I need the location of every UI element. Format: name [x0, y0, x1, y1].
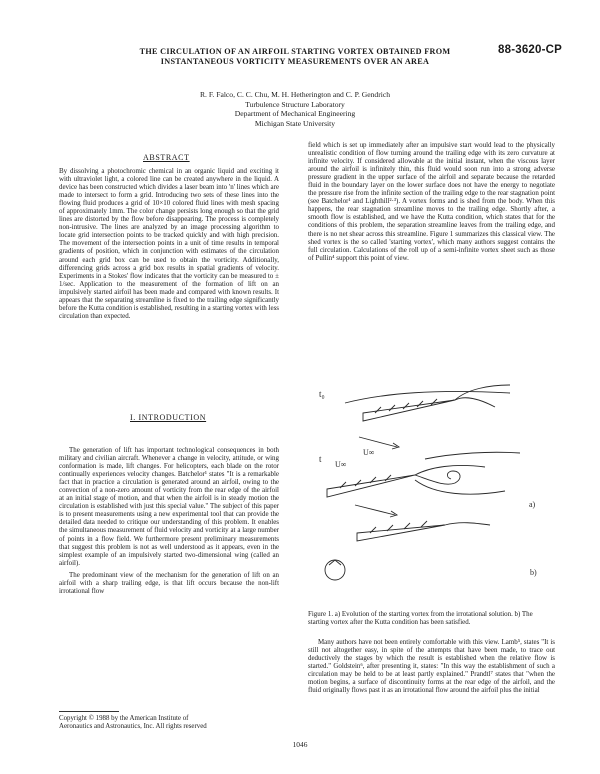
title-line-1: THE CIRCULATION OF AN AIRFOIL STARTING VORTEX OBTAINED FROM: [139, 47, 451, 56]
right-paragraph-1: field which is set up immediately after an impulsive start would lead to the physically unrealistic condition of flow turning around the trailing edge with its zero curvature at infinite velocity. If considered allowable at the initial instant, when the viscous layer around the airfoil is infinitely thin, this fluid would soon run into a strong adverse pressure gradient in the upper surface of the airfoil and separate because the retarded fluid in the boundary layer on the lower surface does not have the energy to negotiate the pressure rise from the infinite section of the trailing edge to the rear stagnation point (see Batchelor¹ and Lighthill²·³). A vortex forms and is shed from the body. When this happens, the rear stagnation streamline moves to the trailing edge. Shortly after, a smooth flow is established, and we have the Kutta condition, which states that for the conditions of this problem, the separation streamline leaves from the trailing edge, and there is no net shear across this streamline. Figure 1 summarizes this classical view. The shed vortex is the so called 'starting vortex', which many authors suggest contains the full circulation. Calculations of the roll up of a semi-infinite vortex sheet such as those of Pullin⁴ support this point of view.: [308, 141, 555, 262]
copyright-line-2: Aeronautics and Astronautics, Inc. All rights reserved: [59, 723, 207, 730]
affiliation-university: Michigan State University: [254, 118, 336, 128]
footnote-rule: [59, 711, 119, 712]
introduction-paragraph-2: The predominant view of the mechanism for the generation of lift on an airfoil with a sharp trailing edge, is that lift occurs because the non-lift irrotational flow: [59, 570, 279, 595]
abstract-body: [59, 167, 279, 320]
airfoil-panel-t: [327, 452, 520, 497]
hatch-mark: [417, 401, 423, 407]
streamline: [415, 465, 485, 475]
hatch-mark: [389, 405, 395, 411]
figure-label-b: b): [530, 568, 537, 577]
paper-id: 88-3620-CP: [498, 44, 563, 56]
right-paragraph-2: Many authors have not been entirely comfortable with this view. Lamb⁵, states "It is still not altogether easy, in spite of the attempts that have been made, to trace out deductively the stages by which the result is established when the relative flow is started." Goldstein⁶, after presenting it, states: "In this way the establishment of such a circulation may be held to be at least partly explained." Prandtl⁷ states that "when the motion begins, a surface of discontinuity forms at the rear edge of the airfoil, and the fluid originally flows past it as an irrotational flow around the airfoil plus the initial: [308, 638, 555, 695]
author-names: R. F. Falco, C. C. Chu, M. H. Hetherington and C. P. Gendrich: [199, 90, 391, 99]
figure-label-t0: t₀: [319, 389, 325, 399]
hatch-mark: [375, 407, 381, 413]
streamline: [345, 391, 510, 403]
affiliation-lab: Turbulence Structure Laboratory: [245, 99, 345, 109]
hatch-mark: [340, 482, 346, 488]
copyright-line-1: Copyright © 1988 by the American Institute of: [59, 715, 189, 722]
streamline: [415, 480, 505, 494]
abstract-text: By dissolving a photochromic chemical in an organic liquid and exciting it with ultraviolet light, a colored line can be created anywhere in the liquid. A device has been constructed which divides a laser beam into 'n' lines which are made to intersect to form a grid. Introducing two sets of these lines into the flowing fluid produces a grid of 10×10 colored fluid lines with mesh spacing of approximately 1mm. The color change persists long enough so that the grid lines are distorted by the flow before disappearing. The process is completely non-intrusive. The lines are analyzed by an image processing algorithm to locate grid intersection points to be tracked quickly and with high precision. The movement of the intersection points in a unit of time results in temporal gradients of position, which in conjunction with estimates of the circulation around each grid box can be used to obtain the vorticity. Additionally, differencing grids across a grid box results in spatial gradients of velocity. Experiments in a Stokes' flow indicates that the vorticity can be measured to ± 1/sec. Application to the measurement of the formation of lift on an impulsively started airfoil has been made and compared with known results. It appears that the separating streamline is fixed to the trailing edge significantly before the Kutta condition is established, resulting in a starting vortex with less circulation than expected.: [59, 167, 279, 320]
figure-1-caption: Figure 1. a) Evolution of the starting vortex from the irrotational solution. b) The starting vortex after the Kutta condition has been satisfied.: [308, 610, 533, 627]
affiliation-dept: Department of Mechanical Engineering: [234, 109, 356, 118]
airfoil-panel-t0: [345, 385, 510, 421]
starting-vortex-spiral: [415, 471, 460, 484]
paper-title: [110, 47, 480, 67]
airfoil-panel-b: [325, 521, 490, 580]
hatch-mark: [370, 527, 376, 533]
introduction-paragraph-1: The generation of lift has important technological consequences in both military and civilian aircraft. Whenever a change in velocity, attitude, or wing conformation is made, lift changes. For helicopters, each blade on the rotor continually experiences velocity changes. Batchelor¹ states "It is a remarkable fact that in practice a circulation is generated around an airfoil, owing to the convection of a non-zero amount of vorticity from the rear edge of the airfoil at an initial stage of motion, and that when the airfoil is in steady motion the circulation is established with just this special value." The subject of this paper is to present measurements using a new experimental tool that can provide the detailed data needed to critique our understanding of this problem. It enables the simultaneous measurement of fluid velocity and vorticity at a large number of points in a flow field. We furthermore present preliminary measurements that suggest this problem is not as well understood as it appears, even in the simplest example of an impulsively started two-dimensional wing (called an airfoil).: [59, 446, 279, 567]
figure-1: [305, 355, 555, 610]
streamline: [445, 523, 490, 525]
figure-label-uinf-top: U∞: [363, 448, 375, 457]
hatch-mark: [385, 475, 391, 481]
introduction-body: [59, 446, 279, 595]
right-column-text: [308, 141, 555, 262]
airfoil-outline-t: [327, 475, 415, 497]
introduction-heading: I. INTRODUCTION: [130, 413, 207, 422]
streamline: [425, 452, 520, 459]
abstract-heading: ABSTRACT: [143, 153, 190, 162]
hatch-mark: [421, 521, 427, 527]
hatch-mark: [355, 480, 361, 486]
freestream-arrow-line: [359, 437, 397, 447]
figure-label-t: t: [319, 454, 322, 464]
figure-label-uinf-mid: U∞: [335, 460, 347, 469]
figure-label-a: a): [529, 500, 536, 509]
title-line-2: INSTANTANEOUS VORTICITY MEASUREMENTS OVER AN AREA: [160, 57, 430, 66]
freestream-arrow-line: [355, 505, 395, 515]
copyright-notice: [59, 715, 279, 731]
hatch-mark: [403, 403, 409, 409]
streamline: [455, 398, 495, 407]
page-number: 1046: [292, 740, 308, 749]
starting-vortex-circle: [325, 560, 345, 580]
figure-1-drawing: [305, 355, 555, 610]
right-column-bottom-text: [308, 638, 555, 694]
author-block: [140, 90, 450, 128]
